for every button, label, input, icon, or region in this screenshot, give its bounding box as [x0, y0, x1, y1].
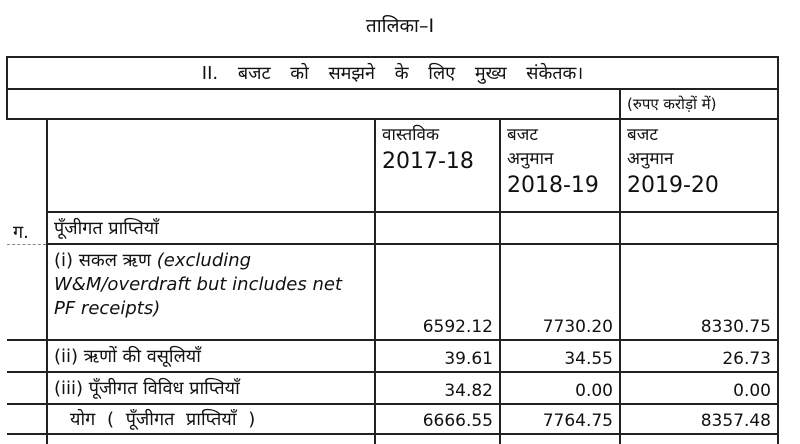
section-title: पूँजीगत प्राप्तियाँ	[47, 212, 375, 244]
row-label: (iii) पूँजीगत विविध प्राप्तियाँ	[47, 372, 375, 404]
total-label: योग ( पूँजीगत प्राप्तियाँ )	[47, 404, 375, 434]
table-title: II. बजट को समझने के लिए मुख्य संकेतक।	[7, 57, 778, 89]
column-label-extra: अनुमान	[627, 149, 674, 169]
column-year: 2018-19	[507, 173, 599, 198]
table-row	[7, 372, 778, 404]
row-label: (ii) ऋणों की वसूलियाँ	[47, 340, 375, 372]
column-header: बजट अनुमान 2019-20	[620, 119, 778, 212]
total-row	[7, 404, 778, 434]
cell-value: 0.00	[620, 372, 778, 404]
table-caption: तालिका–I	[365, 15, 435, 37]
table-row	[7, 340, 778, 372]
total-value: 8357.48	[620, 404, 778, 434]
unit-note: (रुपए करोड़ों में)	[620, 89, 778, 119]
cell-value: 34.55	[500, 340, 620, 372]
column-header: वास्तविक 2017-18	[375, 119, 500, 212]
row-label: (i) सकल ऋण (excluding W&M/overdraft but includes net PF receipts)	[47, 244, 375, 340]
column-year: 2017-18	[382, 149, 474, 174]
column-header: बजट अनुमान 2018-19	[500, 119, 620, 212]
cell-value: 39.61	[375, 340, 500, 372]
section-marker: ग.	[7, 212, 47, 244]
column-year: 2019-20	[627, 173, 719, 198]
total-value: 7764.75	[500, 404, 620, 434]
column-label-extra: अनुमान	[507, 149, 554, 169]
cell-value: 34.82	[375, 372, 500, 404]
cell-value: 6592.12	[375, 244, 500, 340]
cell-value: 8330.75	[620, 244, 778, 340]
cell-value: 26.73	[620, 340, 778, 372]
total-value: 6666.55	[375, 404, 500, 434]
cell-value: 7730.20	[500, 244, 620, 340]
cell-value: 0.00	[500, 372, 620, 404]
budget-indicators-table	[6, 56, 779, 444]
table-row	[7, 244, 778, 340]
